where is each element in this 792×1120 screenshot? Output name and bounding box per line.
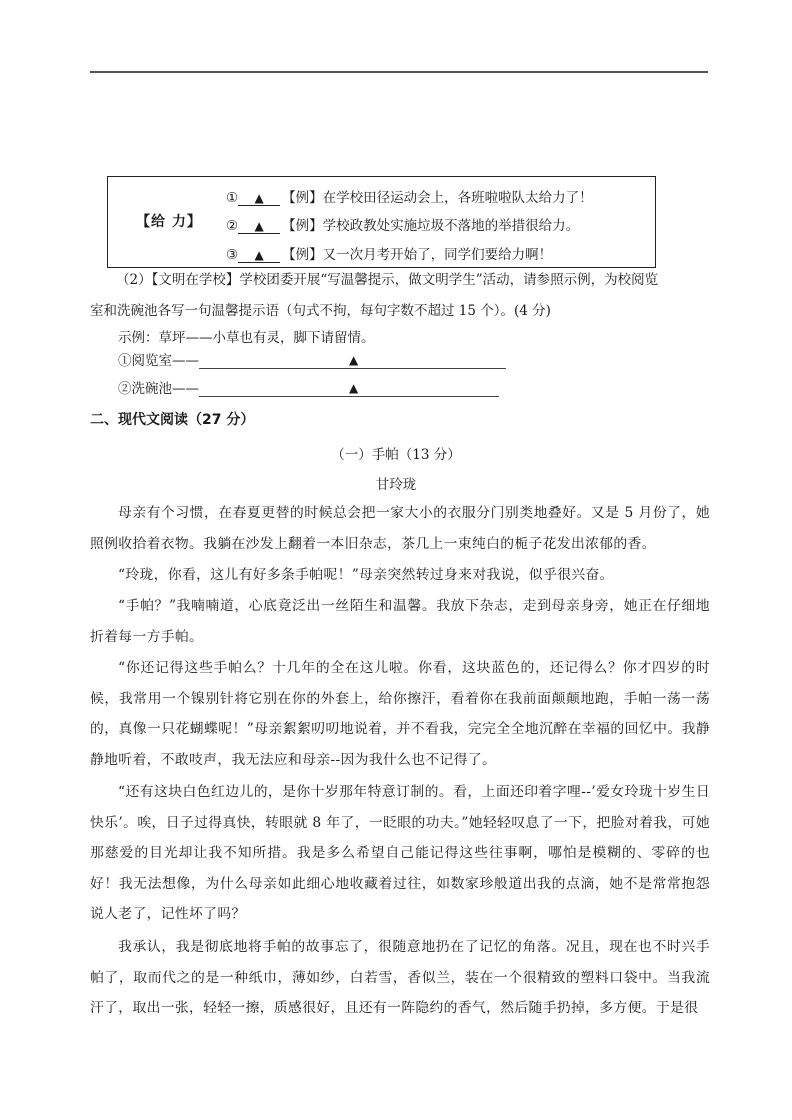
answer-label: ①阅览室—— xyxy=(118,353,199,369)
row-example: 【例】在学校田径运动会上，各班啦啦队太给力了！ xyxy=(282,190,593,206)
article-subtitle: （一）手帕（13 分） xyxy=(331,447,461,463)
row-example: 【例】学校政教处实施垃圾不落地的举措很给力。 xyxy=(282,218,580,234)
row-number: ② xyxy=(226,218,239,234)
answer-dishwashing xyxy=(118,381,499,397)
row-example: 【例】又一次月考开始了，同学们要给力啊！ xyxy=(282,247,553,263)
paragraph: “玲珑，你看，这儿有好多条手帕呢！”母亲突然转过身来对我说，似乎很兴奋。 xyxy=(118,567,614,583)
row-number: ③ xyxy=(226,247,239,263)
paragraph: “还有这块白色红边儿的，是你十岁那年特意订制的。看，上面还印着字哩--’爱女玲珑十岁生日快乐’。唉，日子过得真快，转眼就 8 年了，一眨眼的功夫。”她轻轻叹息了一下，把脸对着我，可她那慈爱的目光却让我不知所措。我是多么希望自己能记得这些往事啊，哪怕是模糊的、零碎的也好！我无法想像，为什么母亲如此细心地收藏着过往，如数家珍般道出我的点滴，她不是常常抱怨说人老了，记性坏了吗？ xyxy=(90,784,710,923)
article-author: 甘玲珑 xyxy=(375,477,417,493)
section-heading: 二、现代文阅读（27 分） xyxy=(90,412,255,428)
box-row xyxy=(226,214,579,234)
header-rule xyxy=(90,71,708,73)
answer-blank[interactable]: ▲ xyxy=(238,219,280,234)
question-2-line-2: 室和洗碗池各写一句温馨提示语（句式不拘，每句字数不超过 15 个）。(4 分) xyxy=(90,303,551,319)
example-line: 示例：草坪——小草也有灵，脚下请留情。 xyxy=(118,330,375,346)
paragraph: “手帕？”我喃喃道，心底竟泛出一丝陌生和温馨。我放下杂志，走到母亲身旁，她正在仔细地折着每一方手帕。 xyxy=(90,598,710,645)
answer-blank[interactable]: ▲ xyxy=(238,248,280,263)
paragraph: 我承认，我是彻底地将手帕的故事忘了，很随意地扔在了记忆的角落。况且，现在也不时兴手帕了，取而代之的是一种纸巾，薄如纱，白若雪，香似兰，装在一个很精致的塑料口袋中。当我流汗了，取出一张，轻轻一擦，质感很好，且还有一阵隐约的香气，然后随手扔掉，多方便。于是很 xyxy=(90,939,710,1017)
box-row xyxy=(226,243,552,263)
row-number: ① xyxy=(226,190,239,206)
paragraph: “你还记得这些手帕么？十几年的全在这儿啦。你看，这块蓝色的，还记得么？你才四岁的时候，我常用一个镍别针将它别在你的外套上，给你擦汗，看着你在我前面颠颠地跑，手帕一荡一荡的，真像一只花蝴蝶呢！”母亲絮絮叨叨地说着，并不看我，完完全全地沉醉在幸福的回忆中。我静静地听着，不敢吱声，我无法应和母亲--因为我什么也不记得了。 xyxy=(90,660,710,768)
answer-field[interactable] xyxy=(199,353,506,369)
triangle-marker-icon: ▲ xyxy=(349,381,359,395)
give-power-box xyxy=(107,176,656,268)
answer-label: ②洗碗池—— xyxy=(118,381,199,397)
box-label: 【给 力】 xyxy=(136,214,202,230)
answer-field[interactable] xyxy=(199,381,499,397)
question-2-line-1: （2）【文明在学校】学校团委开展“写温馨提示，做文明学生”活动，请参照示例，为校阅览 xyxy=(116,272,659,288)
triangle-marker-icon: ▲ xyxy=(349,353,359,367)
answer-reading-room xyxy=(118,353,506,369)
paragraph: 母亲有个习惯，在春夏更替的时候总会把一家大小的衣服分门别类地叠好。又是 5 月份了，她照例收拾着衣物。我躺在沙发上翻着一本旧杂志，茶几上一束纯白的栀子花发出浓郁的香。 xyxy=(90,505,710,552)
box-row xyxy=(226,186,593,206)
answer-blank[interactable]: ▲ xyxy=(238,191,280,206)
